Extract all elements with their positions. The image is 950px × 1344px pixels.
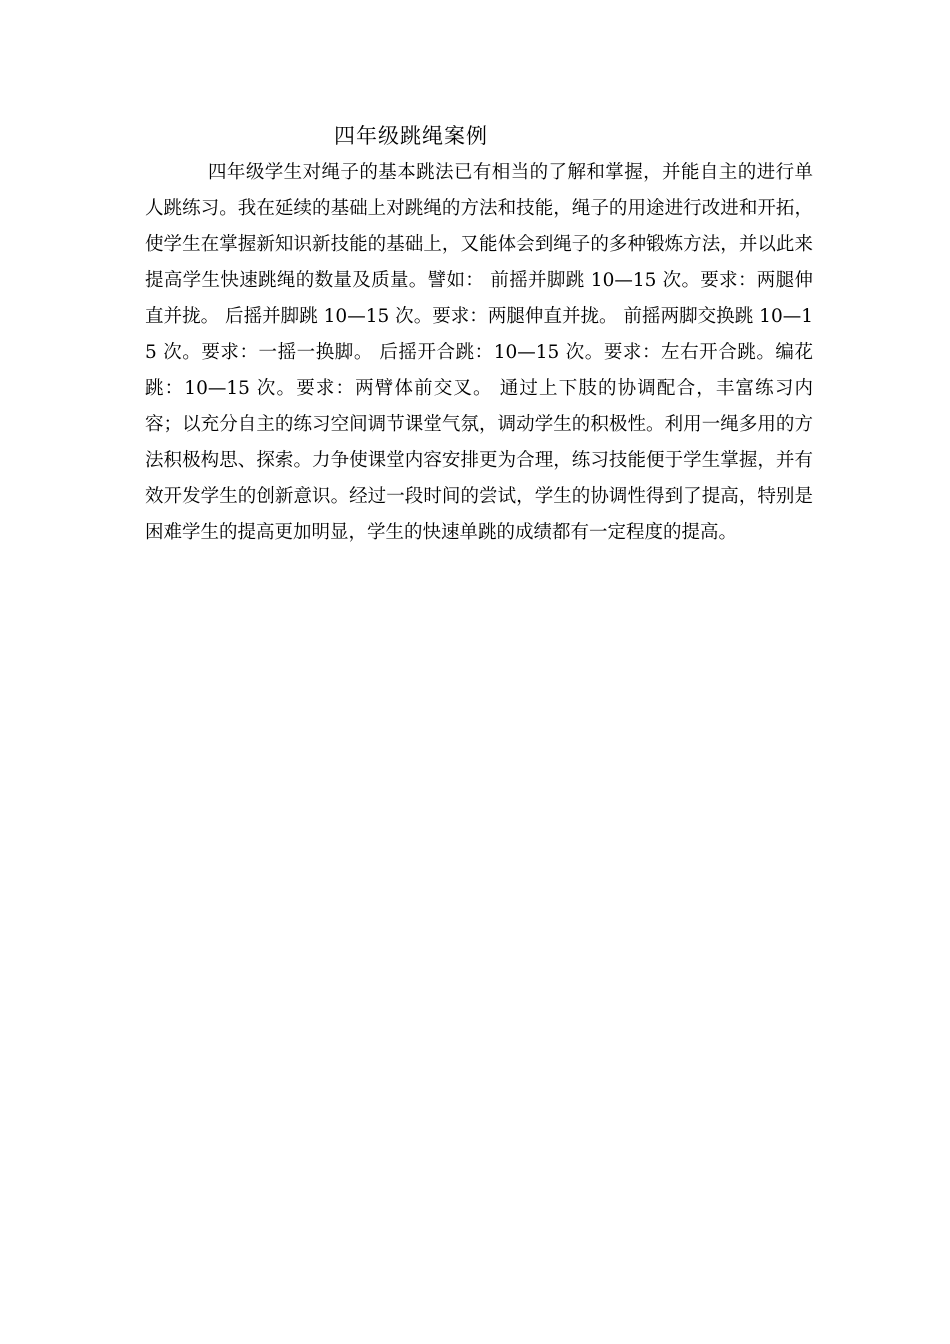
document-title: 四年级跳绳案例 [334, 124, 488, 148]
document-body-paragraph: 四年级学生对绳子的基本跳法已有相当的了解和掌握，并能自主的进行单人跳练习。我在延续的基础上对跳绳的方法和技能，绳子的用途进行改进和开拓，使学生在掌握新知识新技能的基础上，又能体会到绳子的多种锻炼方法，并以此来提高学生快速跳绳的数量及质量。譬如： 前摇并脚跳 10—15 次。要求：两腿伸直并拢。 后摇并脚跳 10—15 次。要求：两腿伸直并拢。 前摇两脚交换跳 10—15 次。要求：一摇一换脚。 后摇开合跳：10—15 次。要求：左右开合跳。编花跳：10—15 次。要求：两臂体前交叉。 通过上下肢的协调配合，丰富练习内容；以充分自主的练习空间调节课堂气氛，调动学生的积极性。利用一绳多用的方法积极构思、探索。力争使课堂内容安排更为合理，练习技能便于学生掌握，并有效开发学生的创新意识。经过一段时间的尝试，学生的协调性得到了提高，特别是困难学生的提高更加明显，学生的快速单跳的成绩都有一定程度的提高。 [145, 162, 813, 543]
